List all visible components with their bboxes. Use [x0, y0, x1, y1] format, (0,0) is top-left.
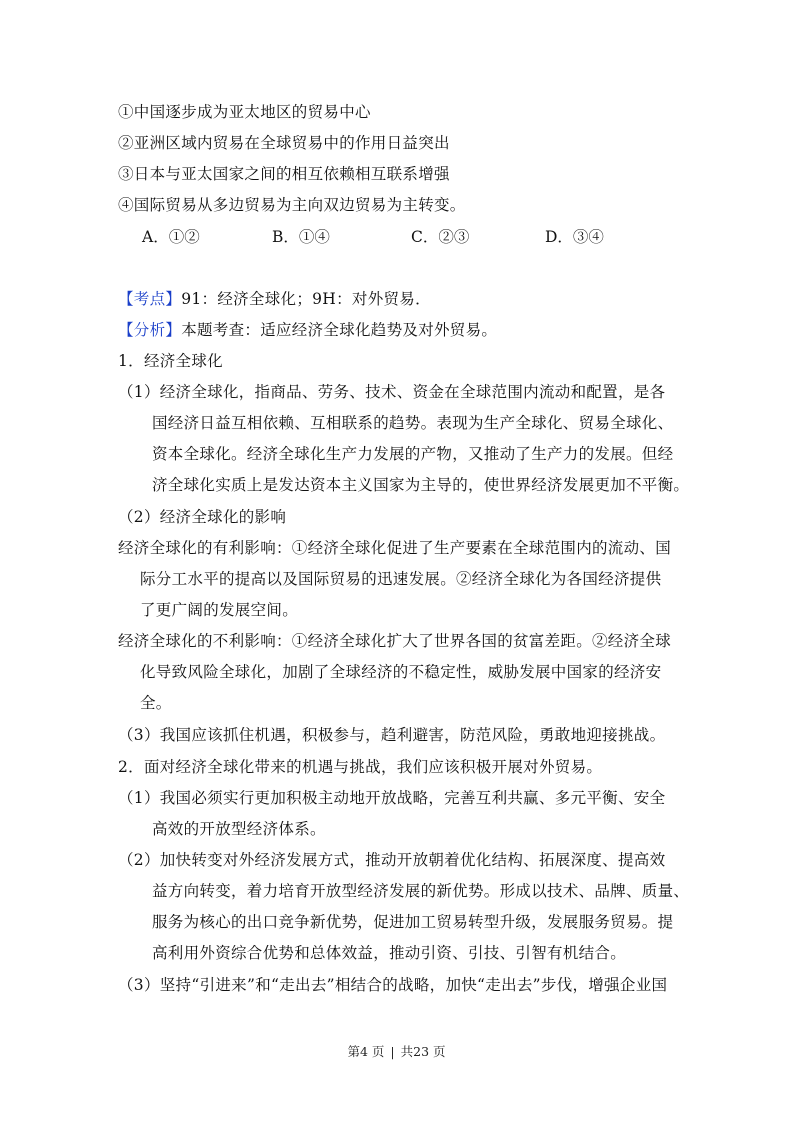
body-line: 经济全球化的不利影响：①经济全球化扩大了世界各国的贫富差距。②经济全球 [118, 632, 672, 650]
footer-separator: | [390, 1044, 395, 1059]
fenxi-text: 本题考查：适应经济全球化趋势及对外贸易。 [181, 321, 498, 339]
body-line: （1）我国必须实行更加积极主动地开放战略，完善互利共赢、多元平衡、安全 [118, 789, 666, 807]
body-line: 高效的开放型经济体系。 [152, 820, 326, 838]
kaodian-line [118, 289, 431, 309]
body-line: 全。 [140, 694, 172, 712]
body-line: 济全球化实质上是发达资本主义国家为主导的，使世界经济发展更加不平衡。 [152, 476, 690, 494]
body-line: （3）坚持“引进来”和“走出去”相结合的战略，加快“走出去”步伐，增强企业国 [118, 976, 668, 994]
statement-4: ④国际贸易从多边贸易为主向双边贸易为主转变。 [118, 196, 466, 214]
body-line: 际分工水平的提高以及国际贸易的迅速发展。②经济全球化为各国经济提供 [140, 570, 662, 588]
option-c: C．②③ [411, 228, 470, 246]
body-line: 高利用外资综合优势和总体效益，推动引资、引技、引智有机结合。 [152, 944, 627, 962]
statement-2: ②亚洲区域内贸易在全球贸易中的作用日益突出 [118, 134, 450, 152]
body-line: 化导致风险全球化，加剧了全球经济的不稳定性，威胁发展中国家的经济安 [140, 663, 662, 681]
kaodian-text: 91：经济全球化；9H：对外贸易． [181, 290, 431, 308]
body-line: 了更广阔的发展空间。 [140, 601, 299, 619]
body-line: （1）经济全球化，指商品、劳务、技术、资金在全球范围内流动和配置，是各 [118, 383, 666, 401]
statement-1: ①中国逐步成为亚太地区的贸易中心 [118, 103, 371, 121]
page-footer [0, 1042, 793, 1060]
footer-total-pages: 共23 页 [400, 1044, 446, 1059]
body-line: （2）经济全球化的影响 [118, 508, 287, 526]
fenxi-tag: 【分析】 [118, 321, 182, 339]
section-heading: 2．面对经济全球化带来的机遇与挑战，我们应该积极开展对外贸易。 [118, 758, 603, 776]
body-line: （3）我国应该抓住机遇，积极参与，趋利避害，防范风险，勇敢地迎接挑战。 [118, 726, 666, 744]
section-heading: 1．经济全球化 [118, 352, 223, 370]
statement-3: ③日本与亚太国家之间的相互依赖相互联系增强 [118, 165, 450, 183]
option-b: B．①④ [272, 228, 330, 246]
body-line: （2）加快转变对外经济发展方式，推动开放朝着优化结构、拓展深度、提高效 [118, 851, 666, 869]
option-d: D．③④ [545, 228, 604, 246]
body-line: 国经济日益互相依赖、互相联系的趋势。表现为生产全球化、贸易全球化、 [152, 414, 674, 432]
body-line: 服务为核心的出口竞争新优势，促进加工贸易转型升级，发展服务贸易。提 [152, 913, 674, 931]
kaodian-tag: 【考点】 [118, 290, 182, 308]
footer-page-number: 第4 页 [347, 1044, 385, 1059]
option-a: A．①② [142, 228, 200, 246]
body-line: 益方向转变，着力培育开放型经济发展的新优势。形成以技术、品牌、质量、 [152, 882, 690, 900]
body-line: 经济全球化的有利影响：①经济全球化促进了生产要素在全球范围内的流动、国 [118, 539, 672, 557]
body-line: 资本全球化。经济全球化生产力发展的产物，又推动了生产力的发展。但经 [152, 445, 674, 463]
fenxi-line [118, 320, 497, 340]
